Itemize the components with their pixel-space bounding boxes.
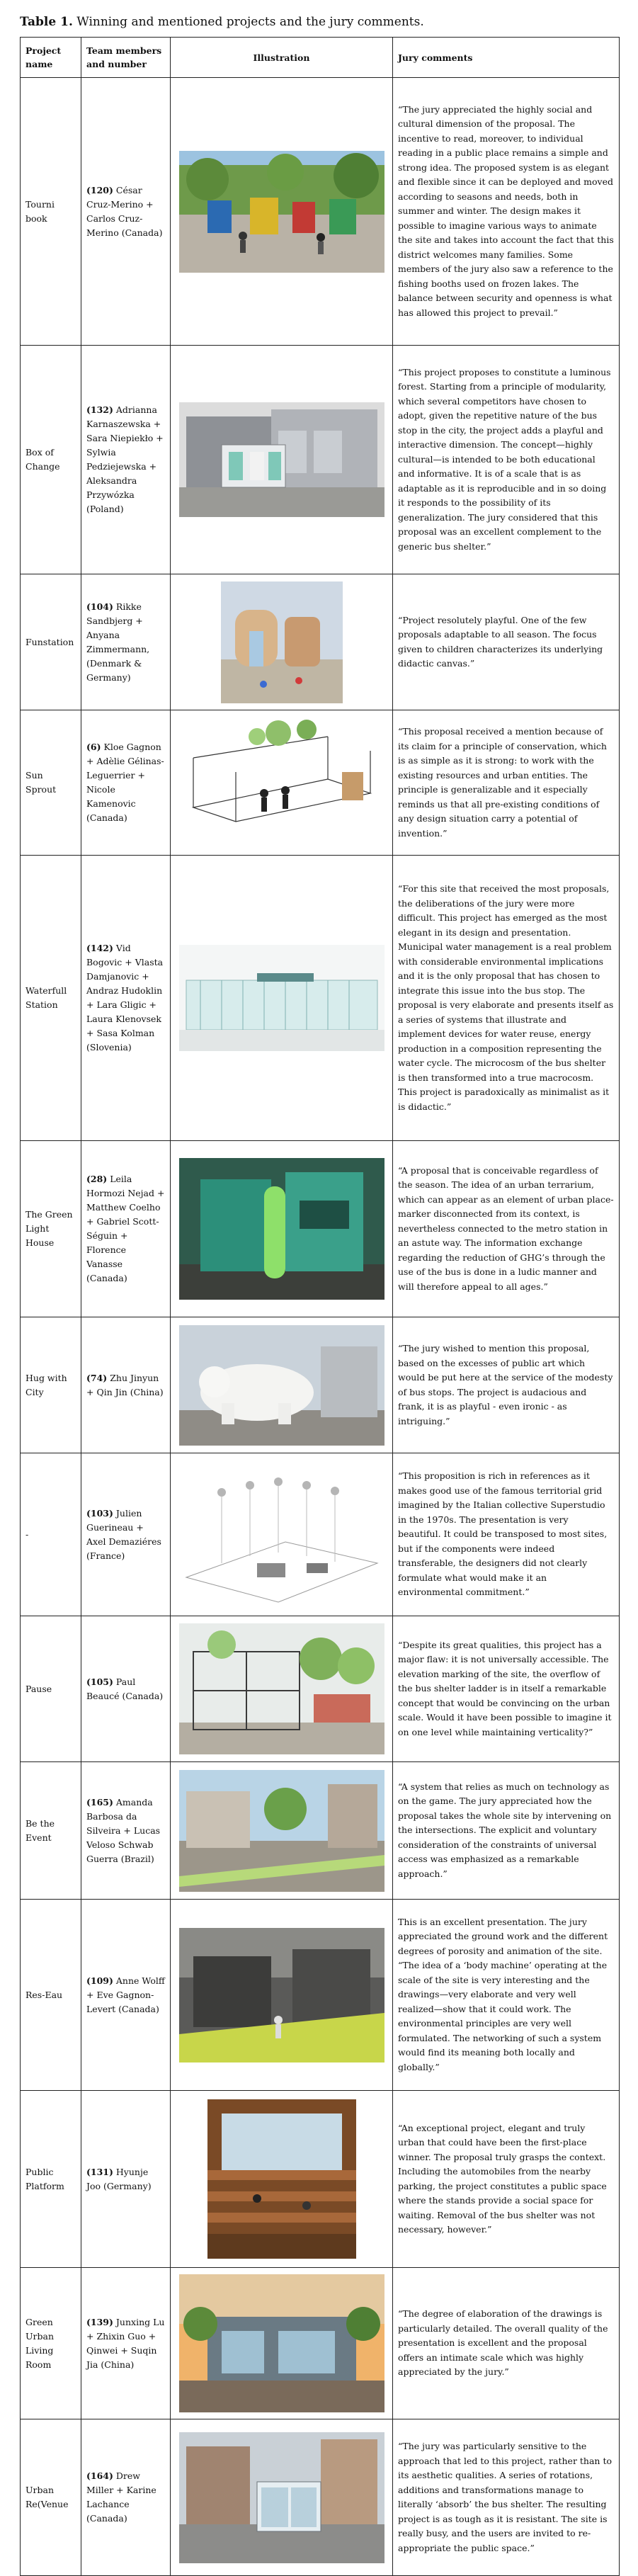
illustration-cell xyxy=(171,574,393,710)
team-members: Adrianna Karnaszewska + Sara Niepiekło + Sylwia Pedziejewska + Aleksandra Przywózka (Poland) xyxy=(86,404,164,514)
team-members: Leila Hormozi Nejad + Matthew Coelho + Gabriel Scott-Séguin + Florence Vanasse (Canada) xyxy=(86,1174,165,1283)
box-of-change-illustration xyxy=(179,402,384,517)
table-row xyxy=(21,574,620,710)
team-cell xyxy=(81,856,171,1141)
jury-comment: “The jury was particularly sensitive to the approach that led to this project, rather than to its aesthetic qualities. A series of rotations, additions and transformations manage to literally ‘absorb’ the bus shelter. The resulting project is as tough as it is resistant. The site is really busy, and the users are invited to re-appropriate the public space.” xyxy=(393,2419,620,2576)
table-row xyxy=(21,346,620,574)
table-row xyxy=(21,2268,620,2419)
sun-sprout-illustration xyxy=(179,715,384,850)
team-cell xyxy=(81,2419,171,2576)
illustration-cell xyxy=(171,2091,393,2268)
project-name: Public Platform xyxy=(21,2091,81,2268)
jury-comment: “A proposal that is conceivable regardless of the season. The idea of an urban terrarium, which can appear as an element of urban place-marker disconnected from its context, is nevertheless connected to the metro station in an astute way. The information exchange regarding the reduction of GHG’s through the use of the bus is done in a ludic manner and will therefore appeal to all ages.” xyxy=(393,1141,620,1317)
table-row xyxy=(21,2419,620,2576)
funstation-illustration xyxy=(221,581,343,703)
urban-revenue-illustration xyxy=(179,2432,384,2563)
team-number: (28) xyxy=(86,1174,108,1184)
team-number: (103) xyxy=(86,1507,113,1519)
team-members: Julien Guerineau + Axel Demaziéres (France) xyxy=(86,1507,161,1561)
jury-comment: “This proposal received a mention because of its claim for a principle of conservation, which is as simple as it is strong: to work with the existing resources and urban entities. The principle is generalizable and it especially reminds us that all pre-existing conditions of any design situation carry a potential of invention.” xyxy=(393,710,620,856)
jury-comment: “Despite its great qualities, this project has a major flaw: it is not universally accessible. The elevation marking of the site, the overflow of the bus shelter ladder is in itself a remarkable concept that would be convincing on the urban scale. Would it have been possible to imagine it on one level while maintaining verticality?” xyxy=(393,1616,620,1762)
table-row xyxy=(21,1453,620,1616)
team-number: (164) xyxy=(86,2470,113,2481)
illustration-cell xyxy=(171,710,393,856)
header-team: Team members and number xyxy=(81,38,171,78)
project-name: Tourni book xyxy=(21,78,81,346)
project-name: Waterfull Station xyxy=(21,856,81,1141)
jury-comment: “An exceptional project, elegant and truly urban that could have been the first-place winner. The proposal truly grasps the context. Including the automobiles from the nearby parking, the project constitutes a public space where the stands provide a social space for waiting. Removal of the bus shelter was not necessary, however.” xyxy=(393,2091,620,2268)
project-name: Res-Eau xyxy=(21,1900,81,2091)
green-urban-living-room-illustration xyxy=(179,2274,384,2412)
project-name: Funstation xyxy=(21,574,81,710)
jury-comment: This is an excellent presentation. The jury appreciated the ground work and the different degrees of porosity and animation of the site. “The idea of a ‘body machine’ operating at the scale of the site is very interesting and the drawings—very elaborate and very well realized—show that it could work. The environmental principles are very well formulated. The networking of such a system would find its meaning both locally and globally.” xyxy=(393,1900,620,2091)
illustration-cell xyxy=(171,856,393,1141)
team-members: Rikke Sandbjerg + Anyana Zimmermann, (Denmark & Germany) xyxy=(86,601,150,683)
team-members: César Cruz-Merino + Carlos Cruz-Merino (Canada) xyxy=(86,184,163,238)
team-number: (6) xyxy=(86,742,101,752)
caption-text: Winning and mentioned projects and the jury comments. xyxy=(76,15,424,29)
tourni-book-illustration xyxy=(179,151,384,273)
project-name: Green Urban Living Room xyxy=(21,2268,81,2419)
grid-project-illustration xyxy=(179,1464,384,1606)
public-platform-illustration xyxy=(207,2099,356,2259)
team-number: (104) xyxy=(86,601,113,612)
team-cell xyxy=(81,2268,171,2419)
table-row xyxy=(21,710,620,856)
table-caption xyxy=(20,14,424,30)
project-name: - xyxy=(21,1453,81,1616)
team-cell xyxy=(81,346,171,574)
team-members: Zhu Jinyun + Qin Jin (China) xyxy=(86,1372,164,1397)
table-row xyxy=(21,1141,620,1317)
jury-comment: “Project resolutely playful. One of the few proposals adaptable to all season. The focus given to children characterizes its underlying didactic canvas.” xyxy=(393,574,620,710)
project-name: Pause xyxy=(21,1616,81,1762)
illustration-cell xyxy=(171,1900,393,2091)
team-members: Junxing Lu + Zhixin Guo + Qinwei + Suqin Jia (China) xyxy=(86,2316,165,2370)
team-cell xyxy=(81,710,171,856)
project-name: Urban Re(Venue xyxy=(21,2419,81,2576)
illustration-cell xyxy=(171,2268,393,2419)
illustration-cell xyxy=(171,346,393,574)
header-project-name: Project name xyxy=(21,38,81,78)
header-illustration: Illustration xyxy=(171,38,393,78)
caption-label: Table 1. xyxy=(20,15,73,29)
hug-with-city-illustration xyxy=(179,1325,384,1446)
team-number: (165) xyxy=(86,1796,113,1808)
jury-comment: “The jury appreciated the highly social and cultural dimension of the proposal. The incentive to read, moreover, to individual reading in a public place remains a simple and strong idea. The proposed system is as elegant and flexible since it can be deployed and moved according to seasons and needs, both in summer and winter. The design makes it possible to imagine various ways to animate the site and takes into account the fact that this district welcomes many families. Some members of the jury also saw a reference to the fishing booths used on frozen lakes. The balance between security and openness is what has allowed this project to prevail.” xyxy=(393,78,620,346)
team-number: (139) xyxy=(86,2316,113,2327)
header-row xyxy=(21,38,620,78)
team-number: (109) xyxy=(86,1975,113,1986)
team-number: (131) xyxy=(86,2166,113,2177)
team-cell xyxy=(81,1317,171,1453)
illustration-cell xyxy=(171,1616,393,1762)
team-members: Paul Beaucé (Canada) xyxy=(86,1676,164,1701)
team-cell xyxy=(81,1141,171,1317)
jury-comment: “For this site that received the most proposals, the deliberations of the jury were more difficult. This project has emerged as the most elegant in its design and presentation. Municipal water management is a real problem with considerable environmental implications and it is the only proposal that has chosen to integrate this issue into the bus stop. The proposal is very elaborate and presents itself as a series of systems that illustrate and implement devices for water reuse, energy production in a composition representing the water cycle. The microcosm of the bus shelter is then transformed into a true macrocosm. This project is paradoxically as minimalist as it is didactic.” xyxy=(393,856,620,1141)
table-row xyxy=(21,1762,620,1900)
team-cell xyxy=(81,574,171,710)
team-members: Drew Miller + Karine Lachance (Canada) xyxy=(86,2470,156,2524)
header-comments: Jury comments xyxy=(393,38,620,78)
team-number: (120) xyxy=(86,184,113,195)
table-row xyxy=(21,2091,620,2268)
table-row xyxy=(21,1900,620,2091)
team-cell xyxy=(81,78,171,346)
table-row xyxy=(21,856,620,1141)
team-members: Anne Wolff + Eve Gagnon-Levert (Canada) xyxy=(86,1975,165,2014)
team-number: (105) xyxy=(86,1676,113,1687)
team-cell xyxy=(81,2091,171,2268)
project-name: Be the Event xyxy=(21,1762,81,1900)
team-members: Hyunje Joo (Germany) xyxy=(86,2166,152,2191)
team-cell xyxy=(81,1900,171,2091)
illustration-cell xyxy=(171,1317,393,1453)
pause-illustration xyxy=(179,1623,384,1754)
illustration-cell xyxy=(171,1762,393,1900)
team-members: Vid Bogovic + Vlasta Damjanovic + Andraz Hudoklin + Lara Gligic + Laura Klenovsek + Sasa Kolman (Slovenia) xyxy=(86,943,164,1052)
project-name: Sun Sprout xyxy=(21,710,81,856)
team-number: (142) xyxy=(86,943,113,953)
team-cell xyxy=(81,1762,171,1900)
green-light-house-illustration xyxy=(179,1158,384,1300)
project-name: The Green Light House xyxy=(21,1141,81,1317)
table-row xyxy=(21,1616,620,1762)
projects-table xyxy=(20,37,620,2576)
table-row xyxy=(21,1317,620,1453)
team-members: Kloe Gagnon + Adèlie Gélinas-Leguerrier + Nicole Kamenovic (Canada) xyxy=(86,742,164,823)
be-the-event-illustration xyxy=(179,1770,384,1892)
waterfull-station-illustration xyxy=(179,945,384,1051)
team-cell xyxy=(81,1616,171,1762)
jury-comment: “This proposition is rich in references as it makes good use of the famous territorial grid imagined by the Italian collective Superstudio in the 1970s. The presentation is very beautiful. It could be transposed to most sites, but if the components were indeed transferable, the designers did not clearly formulate what would make it an environmental commitment.” xyxy=(393,1453,620,1616)
project-name: Hug with City xyxy=(21,1317,81,1453)
jury-comment: “This project proposes to constitute a luminous forest. Starting from a principle of modularity, which several competitors have chosen to adopt, given the repetitive nature of the bus stop in the city, the project adds a playful and interactive dimension. The concept—highly cultural—is intended to be both educational and informative. It is of a scale that is as adaptable as it is reproducible and in so doing it responds to the possibility of its generalization. The jury considered that this proposal was an excellent complement to the generic bus shelter.” xyxy=(393,346,620,574)
project-name: Box of Change xyxy=(21,346,81,574)
team-members: Amanda Barbosa da Silveira + Lucas Veloso Schwab Guerra (Brazil) xyxy=(86,1796,161,1864)
jury-comment: “A system that relies as much on technology as on the game. The jury appreciated how the proposal takes the whole site by intervening on the intersections. The explicit and voluntary consideration of the constraints of universal access was emphasized as a remarkable approach.” xyxy=(393,1762,620,1900)
team-number: (132) xyxy=(86,404,113,415)
jury-comment: “The degree of elaboration of the drawings is particularly detailed. The overall quality of the presentation is excellent and the proposal offers an intimate scale which was highly appreciated by the jury.” xyxy=(393,2268,620,2419)
res-eau-illustration xyxy=(179,1928,384,2062)
jury-comment: “The jury wished to mention this proposal, based on the excesses of public art which would be put here at the service of the modesty of bus stops. The project is audacious and frank, it is as playful - even ironic - as intriguing.” xyxy=(393,1317,620,1453)
table-row xyxy=(21,78,620,346)
illustration-cell xyxy=(171,1141,393,1317)
illustration-cell xyxy=(171,78,393,346)
team-cell xyxy=(81,1453,171,1616)
team-number: (74) xyxy=(86,1372,108,1383)
illustration-cell xyxy=(171,1453,393,1616)
illustration-cell xyxy=(171,2419,393,2576)
